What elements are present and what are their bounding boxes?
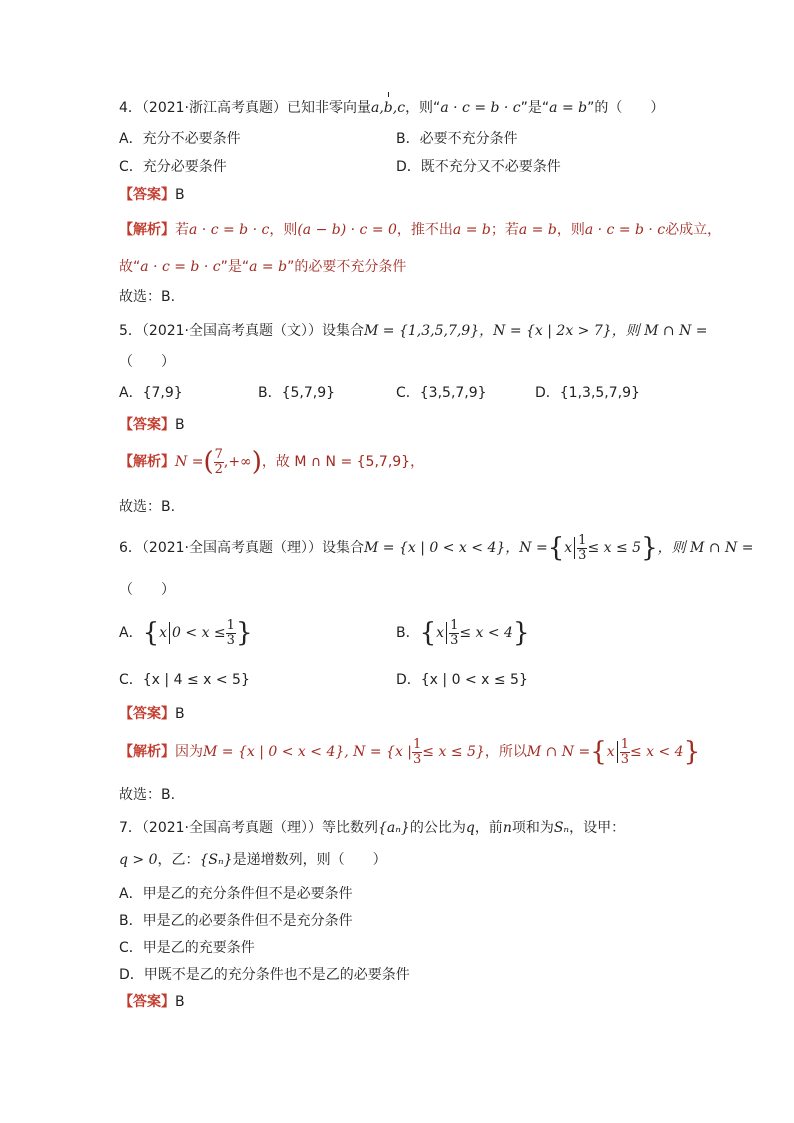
option-label: B． xyxy=(396,625,420,641)
q6-var-x: x xyxy=(564,540,573,556)
q7-option-c: C．甲是乙的充要条件 xyxy=(119,940,255,956)
q4-an-1b: a · c = b · c xyxy=(189,222,270,238)
q5-ask: ，则 M ∩ N = xyxy=(611,323,708,339)
q4-option-a: A．充分不必要条件 xyxy=(119,131,241,147)
q4-option-b: B．必要不充分条件 xyxy=(396,131,518,147)
q6-set-m: M = {x | 0 < x < 4} xyxy=(364,540,506,556)
q5-option-b: B．{5,7,9} xyxy=(258,385,336,401)
q5-fraction xyxy=(214,448,224,477)
q7-q: q xyxy=(465,820,475,836)
q5-option-a: A．{7,9} xyxy=(119,385,183,401)
fraction-denominator: 3 xyxy=(226,632,235,648)
set-bar xyxy=(574,537,575,559)
q4-an-2e: ”的必要不充分条件 xyxy=(287,259,407,275)
option-label: A． xyxy=(119,625,143,641)
q5-answer xyxy=(119,415,185,435)
q7-stem7: 是递增数列，则（ ） xyxy=(232,852,387,868)
fraction-numerator: 1 xyxy=(226,617,235,633)
q4-answer xyxy=(119,185,185,205)
q7-option-d: D．甲既不是乙的充分条件也不是乙的必要条件 xyxy=(119,967,410,983)
answer-value: B xyxy=(175,187,185,203)
q6-var-x: x xyxy=(606,744,615,760)
q4-option-d: D．既不充分又不必要条件 xyxy=(396,159,561,175)
answer-tag: 【答案】 xyxy=(119,187,175,203)
q4-an-2d: a = b xyxy=(249,259,288,275)
q4-an-1h: a = b xyxy=(518,222,557,238)
q4-an-1g: ；若 xyxy=(490,222,519,238)
q4-vectors: a,b,c xyxy=(371,100,406,116)
q6-n-ineq: ≤ x ≤ 5 xyxy=(587,540,642,556)
q4-an-1k: 必成立， xyxy=(665,222,722,238)
answer-tag: 【答案】 xyxy=(119,706,175,722)
q5-stem-text: 5．（2021·全国高考真题（文））设集合 xyxy=(119,323,364,339)
q4-an-1d: (a − b) · c = 0 xyxy=(297,222,397,238)
brace-left: { xyxy=(419,618,437,648)
q6-an-6: ≤ x < 4 xyxy=(629,744,684,760)
q6-opt-b-ineq: ≤ x < 4 xyxy=(459,625,513,641)
q7-stem6: ，乙： xyxy=(157,852,200,868)
q7-stem5: ，设甲： xyxy=(569,820,626,836)
q7-n: n xyxy=(502,820,512,836)
q4-condition1: a · c = b · c xyxy=(440,100,521,116)
q4-end: ”的（ ） xyxy=(587,100,665,116)
q7-stem2: 的公比为 xyxy=(409,820,466,836)
answer-value: B xyxy=(175,706,185,722)
q6-fraction xyxy=(226,619,236,648)
q7-answer xyxy=(119,992,185,1012)
q4-an-1j: a · c = b · c xyxy=(584,222,666,238)
q6-option-c: C．{x | 4 ≤ x < 5} xyxy=(119,672,250,688)
q4-stem-text: 4．（2021·浙江高考真题）已知非零向量 xyxy=(119,100,371,116)
q7-option-a: A．甲是乙的充分条件但不是必要条件 xyxy=(119,886,353,902)
q7-stem4: 项和为 xyxy=(511,820,554,836)
q5-stem xyxy=(119,321,708,341)
q5-option-d: D．{1,3,5,7,9} xyxy=(535,385,640,401)
answer-value: B xyxy=(175,994,185,1010)
q5-option-c: C．{3,5,7,9} xyxy=(396,385,487,401)
q4-choose: 故选：B. xyxy=(119,289,176,305)
q6-fraction xyxy=(412,738,422,767)
answer-tag: 【答案】 xyxy=(119,994,175,1010)
brace-right: } xyxy=(235,618,253,648)
q7-stem-line1 xyxy=(119,818,625,838)
q4-stem xyxy=(119,98,664,118)
q5-choose: 故选：B. xyxy=(119,499,176,515)
q7-seq: {aₙ} xyxy=(378,820,410,836)
set-bar xyxy=(617,741,618,763)
q4-analysis-line2 xyxy=(119,257,406,277)
q7-option-b: B．甲是乙的必要条件但不是充分条件 xyxy=(119,913,353,929)
q6-an-4: ，所以 xyxy=(484,744,527,760)
paren-right: ) xyxy=(251,447,262,477)
q6-analysis xyxy=(119,734,700,770)
q6-option-b xyxy=(396,615,530,651)
q6-var-x: x xyxy=(159,625,168,641)
q4-an-2b: a · c = b · c xyxy=(140,259,221,275)
fraction-numerator: 1 xyxy=(578,532,587,548)
brace-right: } xyxy=(641,533,658,563)
q6-ask: ，则 M ∩ N = xyxy=(657,540,754,556)
q5-an-inf: ,+∞ xyxy=(223,454,252,470)
answer-value: B xyxy=(175,417,185,433)
analysis-tag: 【解析】 xyxy=(119,744,175,760)
q6-an-2: M = {x | 0 < x < 4}, N = {x | xyxy=(203,744,413,760)
fraction-numerator: 7 xyxy=(214,446,223,462)
fraction-numerator: 1 xyxy=(620,736,629,752)
q6-fraction xyxy=(577,534,587,563)
q6-an-5: M ∩ N = xyxy=(526,744,591,760)
q6-fraction xyxy=(620,738,630,767)
q7-cond: q > 0 xyxy=(119,852,158,868)
q7-sn: Sₙ xyxy=(553,820,570,836)
q6-option-d: D．{x | 0 < x ≤ 5} xyxy=(396,672,528,688)
analysis-tag: 【解析】 xyxy=(119,222,175,238)
brace-left: { xyxy=(590,737,607,767)
fraction-denominator: 3 xyxy=(413,751,422,767)
q6-set-n-pre: ，N = xyxy=(505,540,548,556)
q6-stem xyxy=(119,530,753,566)
q4-an-2a: 故“ xyxy=(119,259,141,275)
paren-left: ( xyxy=(203,447,214,477)
analysis-tag: 【解析】 xyxy=(119,454,175,470)
answer-tag: 【答案】 xyxy=(119,417,175,433)
q5-an-n: N = xyxy=(175,454,204,470)
q7-stem3: ，前 xyxy=(474,820,503,836)
q7-sn2: {Sₙ} xyxy=(199,852,233,868)
q7-stem-line2 xyxy=(119,850,387,870)
set-bar xyxy=(169,622,170,644)
q4-analysis-line1 xyxy=(119,220,721,240)
brace-left: { xyxy=(547,533,565,563)
q5-set-m: M = {1,3,5,7,9} xyxy=(364,323,480,339)
q5-analysis xyxy=(119,444,424,480)
q6-paren: （ ） xyxy=(119,582,175,598)
q7-stem-text: 7．（2021·全国高考真题（理））等比数列 xyxy=(119,820,378,836)
q4-an-1a: 若 xyxy=(175,222,189,238)
q6-var-x: x xyxy=(436,625,445,641)
q4-an-1i: ，则 xyxy=(556,222,585,238)
q4-an-2c: ”是“ xyxy=(220,259,250,275)
q5-set-n: ，N = {x | 2x > 7} xyxy=(479,323,612,339)
brace-right: } xyxy=(512,618,530,648)
q6-fraction xyxy=(449,619,459,648)
set-bar xyxy=(446,622,447,644)
brace-left: { xyxy=(142,618,160,648)
q5-an-rest: ，故 M ∩ N = {5,7,9}， xyxy=(261,454,425,470)
q6-option-a xyxy=(119,615,252,651)
q4-option-c: C．充分必要条件 xyxy=(119,159,227,175)
fraction-denominator: 2 xyxy=(214,461,223,477)
q4-an-1c: ，则 xyxy=(269,222,298,238)
fraction-denominator: 3 xyxy=(620,751,629,767)
q4-then: ，则“ xyxy=(405,100,441,116)
fraction-numerator: 1 xyxy=(450,617,459,633)
q6-stem-text: 6．（2021·全国高考真题（理））设集合 xyxy=(119,540,364,556)
q4-an-1f: a = b xyxy=(452,222,491,238)
brace-right: } xyxy=(683,737,701,767)
q6-an-3: ≤ x ≤ 5} xyxy=(422,744,485,760)
q4-an-1e: ，推不出 xyxy=(396,222,453,238)
fraction-numerator: 1 xyxy=(413,736,422,752)
q4-condition2: a = b xyxy=(549,100,588,116)
q6-choose: 故选：B. xyxy=(119,787,176,803)
q6-opt-a-ineq: 0 < x ≤ xyxy=(172,625,226,641)
q5-paren: （ ） xyxy=(119,354,175,370)
q4-mid: ”是“ xyxy=(520,100,550,116)
q6-an-1: 因为 xyxy=(175,744,203,760)
fraction-denominator: 3 xyxy=(578,547,587,563)
q6-answer xyxy=(119,704,185,724)
fraction-denominator: 3 xyxy=(450,632,459,648)
